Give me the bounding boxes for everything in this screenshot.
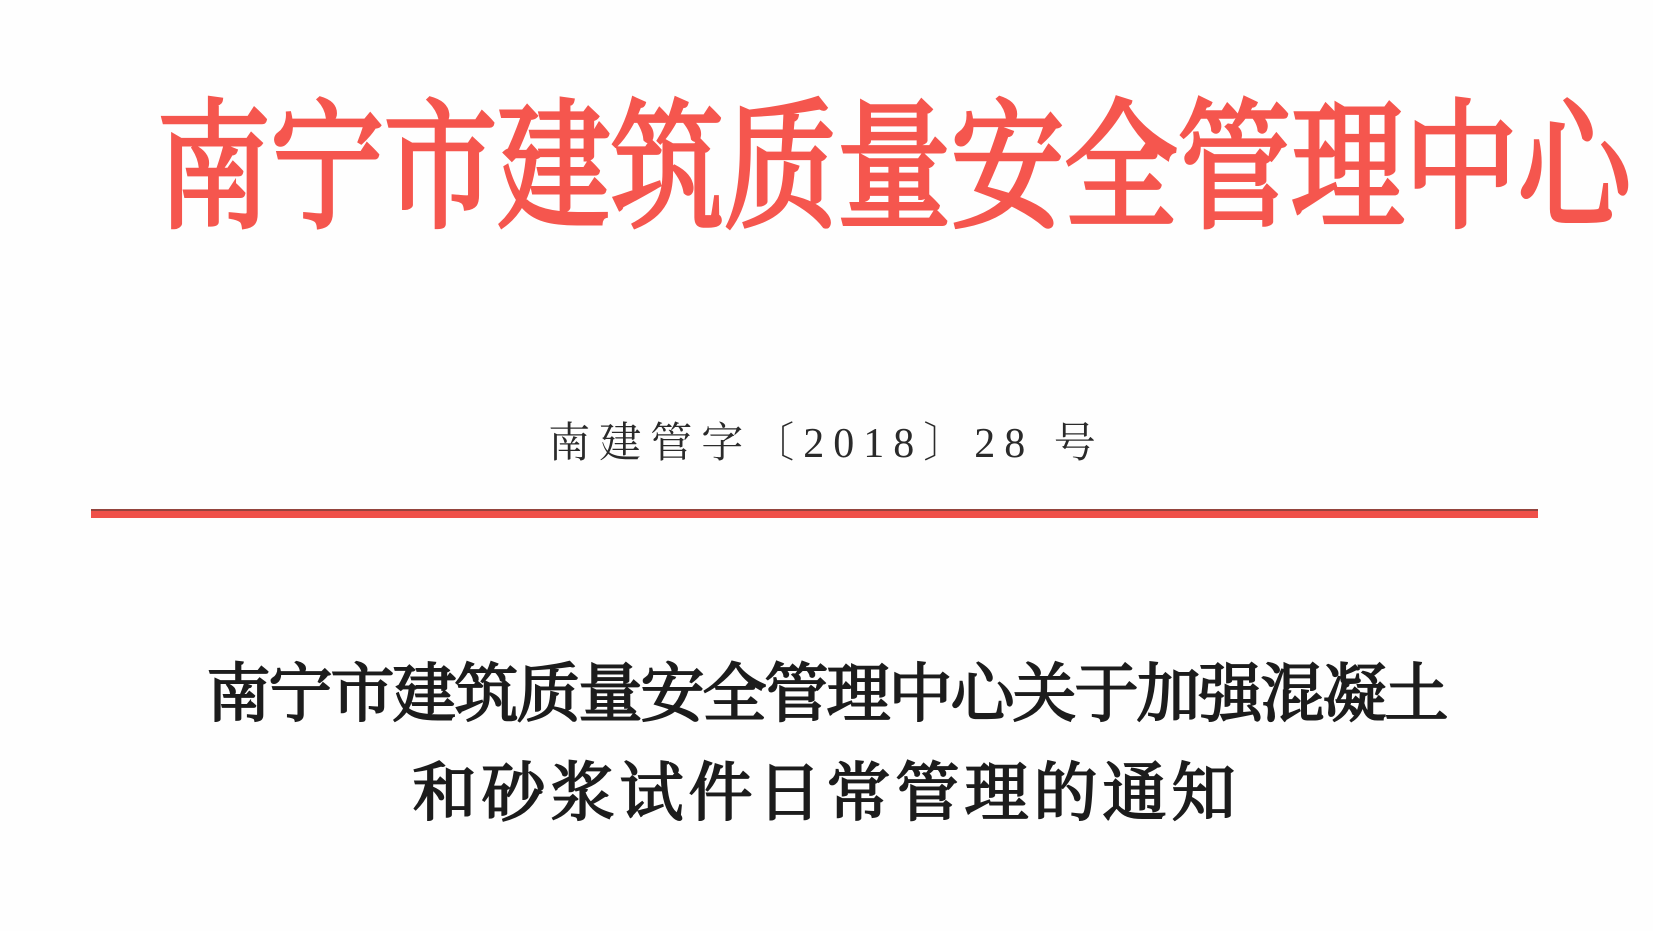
- agency-masthead-title: 南宁市建筑质量安全管理中心: [157, 92, 1632, 247]
- document-title-line-1: 南宁市建筑质量安全管理中心关于加强混凝土: [206, 659, 1447, 730]
- document-reference-number: 南建管字〔2018〕28 号: [548, 421, 1105, 467]
- red-divider-line: [91, 509, 1538, 518]
- document-title-line-2: 和砂浆试件日常管理的通知: [412, 758, 1241, 829]
- document-title: [0, 645, 1653, 843]
